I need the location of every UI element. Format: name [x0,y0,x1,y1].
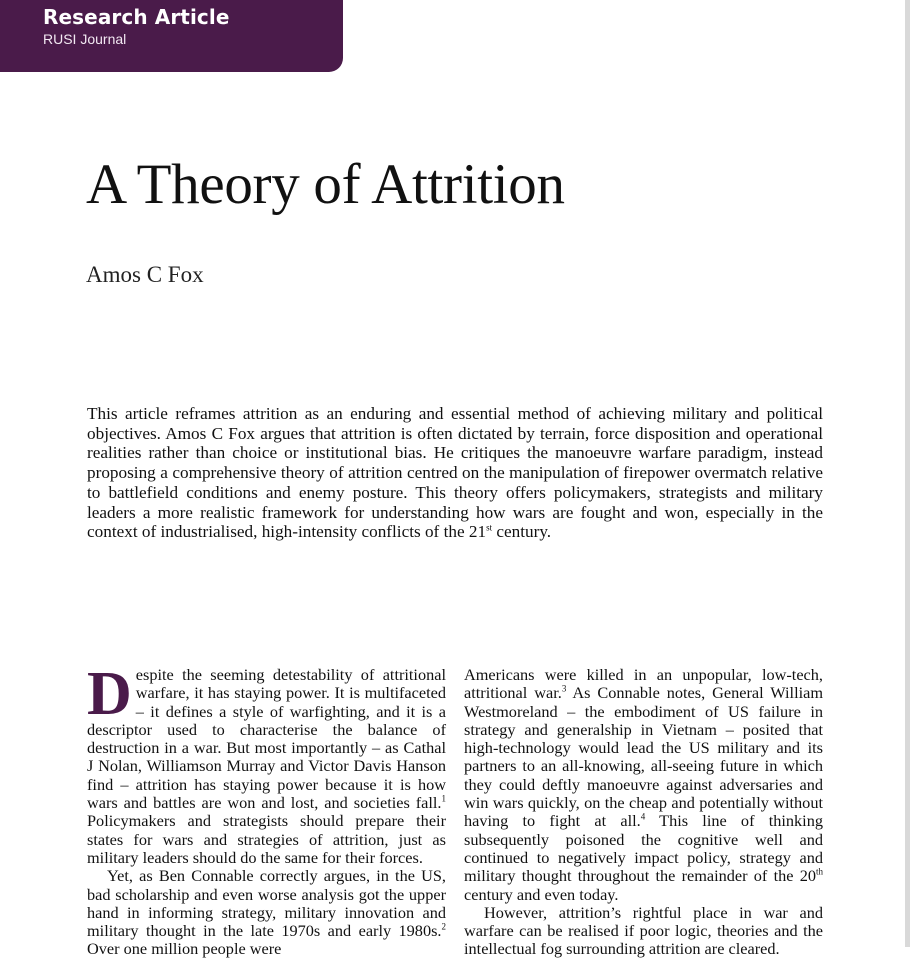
paragraph-text: This line of thinking subsequently poisoned the cognitive well and continued to negatively impact policy, strategy and military thought throughout the remainder of the 20 [464,811,823,886]
scrollbar[interactable] [905,0,910,947]
ordinal-superscript: th [815,866,823,877]
body-column-left [87,660,446,959]
body-paragraph [87,867,446,958]
abstract-text-end: century. [492,522,552,542]
article-author: Amos C Fox [86,262,204,287]
footnote-ref[interactable]: 2 [441,921,446,932]
paragraph-text: However, attrition’s rightful place in war and warfare can be realised if poor logic, theories and the intellectual fog surrounding attrition are cleared. [464,902,823,959]
article-abstract [87,404,823,542]
paragraph-text: Americans were killed in an unpopular, low-tech, attritional war. [464,665,823,703]
body-paragraph [464,666,823,904]
abstract-text: This article reframes attrition as an enduring and essential method of achieving military and political objectives. Amos C Fox argues that attrition is often dictated by terrain, force disposition and operational realities rather than choice or institutional bias. He critiques the manoeuvre warfare paradigm, instead proposing a comprehensive theory of attrition centred on the manipulation of firepower overmatch relative to battlefield conditions and enemy posture. This theory offers policymakers, strategists and military leaders a more realistic framework for understanding how wars are fought and won, especially in the context of industrialised, high-intensity conflicts of the 21 [87,404,823,542]
paragraph-text: Yet, as Ben Connable correctly argues, in the US, bad scholarship and even worse analysis got the upper hand in informing strategy, military innovation and military thought in the late 1970s and early 1980s. [87,866,446,941]
body-column-right [464,666,823,959]
journal-name: RUSI Journal [43,31,127,47]
paragraph-text: Policymakers and strategists should prepare their states for wars and strategies of attrition, just as military leaders should do the same for their forces. [87,811,446,867]
article-title: A Theory of Attrition [86,153,565,216]
article-type-banner [0,0,343,72]
paragraph-text: century and even today. [464,884,619,904]
footnote-ref[interactable]: 1 [441,793,446,804]
footnote-ref[interactable]: 3 [561,683,567,694]
paragraph-text: espite the seeming detestability of attritional warfare, it has staying power. It is multifaceted – it defines a style of warfighting, and it is a descriptor used to characterise the balance of destruction in a war. But most importantly – as Cathal J Nolan, Williamson Murray and Victor Davis Hanson find – attrition has staying power because it is how wars and battles are won and lost, and societies fall. [87,665,446,813]
body-paragraph [87,660,446,867]
paragraph-text: As Connable notes, General William Westmoreland – the embodiment of US failure in strategy and generalship in Vietnam – posited that high-technology would lead the US military and its partners to an all-knowing, all-seeing future in which they could deftly manoeuvre against adversaries and win wars quickly, on the cheap and potentially without having to fight at all. [464,683,823,831]
footnote-ref[interactable]: 4 [640,811,646,822]
paragraph-text: Over one million people were [87,939,282,959]
article-type-label: Research Article [43,5,230,29]
body-paragraph [464,904,823,959]
abstract-superscript: st [486,522,493,533]
drop-cap: D [87,660,132,728]
